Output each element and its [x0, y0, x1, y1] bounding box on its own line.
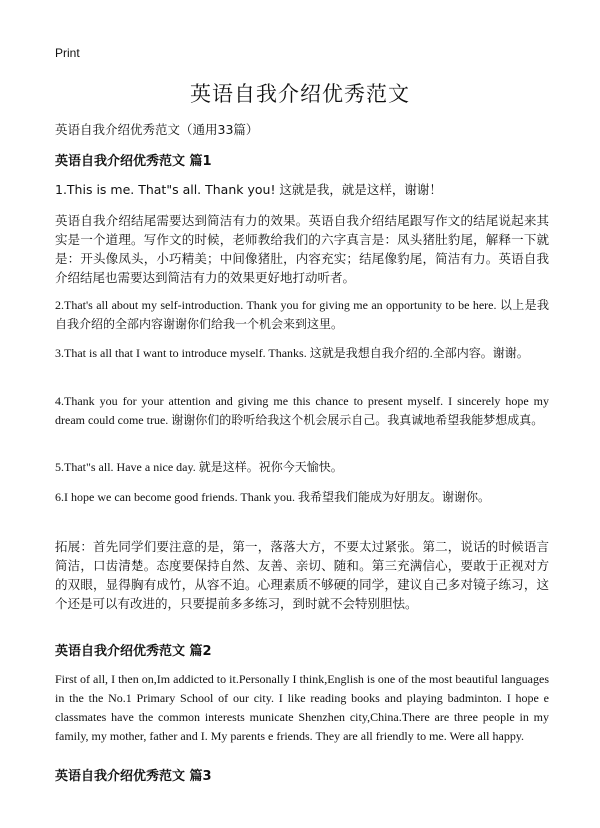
paragraph: 2.That's all about my self-introduction. Thank you for giving me an opportunity to be here. 以上是我自我介绍的全部内容谢谢你们给我一个机会来到这里。: [55, 298, 549, 331]
document-title: 英语自我介绍优秀范文: [190, 82, 410, 106]
paragraph: 3.That is all that I want to introduce myself. Thanks. 这就是我想自我介绍的.全部内容。谢谢。: [55, 346, 529, 360]
paragraph: 拓展：首先同学们要注意的是，第一，落落大方，不要太过紧张。第二，说话的时候语言简洁，口齿清楚。态度要保持自然、友善、亲切、随和。第三充满信心，要敢于正视对方的双眼，显得胸有成竹，从容不迫。心理素质不够硬的同学，建议自己多对镜子练习，这个还是可以有改进的，只要提前多多练习，到时就不会特别胆怯。: [55, 539, 549, 611]
section-heading-2: 英语自我介绍优秀范文 篇2: [55, 644, 212, 659]
print-label[interactable]: Print: [55, 46, 80, 60]
paragraph: First of all, I then on,Im addicted to it.Personally I think,English is one of the most beautiful languages in the the No.1 Primary School of our city. I like reading books and playing badminton. I hope e classmates have the common interests municate Shenzhen city,China.There are three people in my family, my mother, father and I. My parents e friends. They are all friendly to me. Were all happy.: [55, 672, 549, 743]
section-heading-3: 英语自我介绍优秀范文 篇3: [55, 769, 212, 784]
paragraph: 英语自我介绍结尾需要达到简洁有力的效果。英语自我介绍结尾跟写作文的结尾说起来其实是一个道理。写作文的时候，老师教给我们的六字真言是：凤头猪肚豹尾，解释一下就是：开头像凤头，小巧精美；中间像猪肚，内容充实；结尾像豹尾，简洁有力。英语自我介绍结尾也需要达到简洁有力的效果更好地打动听者。: [55, 213, 549, 285]
paragraph: 4.Thank you for your attention and giving me this chance to present myself. I sincerely hope my dream could come true. 谢谢你们的聆听给我这个机会展示自己。我真诚地希望我能梦想成真。: [55, 394, 549, 427]
paragraph: 1.This is me. That"s all. Thank you! 这就是我，就是这样，谢谢！: [55, 182, 442, 197]
section-heading-1: 英语自我介绍优秀范文 篇1: [55, 154, 212, 169]
document-subtitle: 英语自我介绍优秀范文（通用33篇）: [55, 122, 259, 137]
paragraph: 6.I hope we can become good friends. Thank you. 我希望我们能成为好朋友。谢谢你。: [55, 490, 491, 504]
paragraph: 5.That"s all. Have a nice day. 就是这样。祝你今天愉快。: [55, 460, 343, 474]
